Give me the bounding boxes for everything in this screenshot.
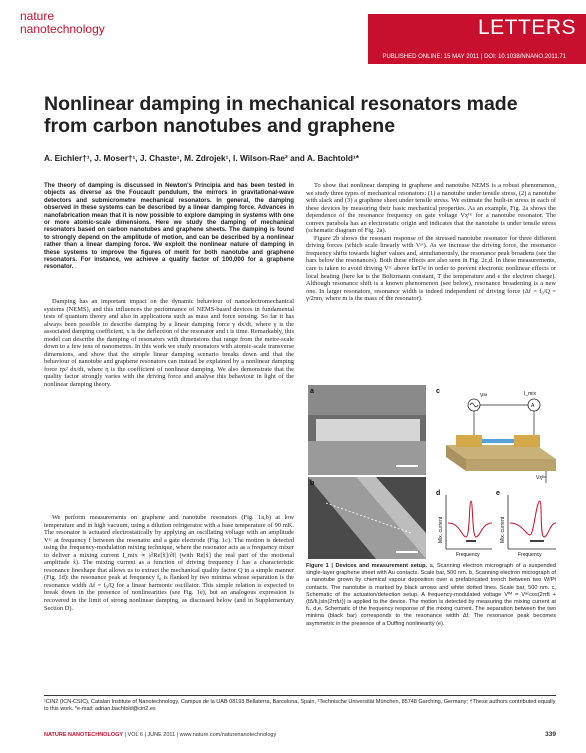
footer-details: | VOL 6 | JUNE 2011 | www.nature.com/naturenanotechnology xyxy=(123,732,277,738)
body-left-1 xyxy=(44,298,294,389)
d-ylabel: Mix. current xyxy=(438,516,444,543)
panel-e-plot xyxy=(496,490,556,558)
doi-link[interactable]: DOI: 10.1038/NNANO.2011.71 xyxy=(484,54,566,60)
panel-label-c: c xyxy=(436,388,440,395)
section-label: LETTERS xyxy=(477,16,576,39)
svg-text:A: A xyxy=(531,403,535,409)
paragraph: Damping has an important impact on the dynamic behaviour of nanoelectromechanical systems (NEMS), and this influences the performance of NEMS-based devices in fundamental tests of quantum theory and also in applications such as mass and force sensing. So far it has always been possible to describe damping by a linear damping force γ dx/dt, where γ is the associated damping coefficient, x is the deflection of the resonator and t is time. Remarkably, this model can describe the damping of resonators with dimensions that range from the metre-scale down to a few tens of nanometres. In this work we study resonators with atomic-scale transverse dimensions, and show that the simple linear damping scenario breaks down and that the behaviour of nanotube and graphene resonators can instead be explained by a nonlinear damping force ηx² dx/dt, where η is the coefficient of nonlinear damping. We also demonstrate that the quality factor strongly varies with the driving force and analyse this behaviour in light of the nonlinear damping theory. xyxy=(44,298,294,389)
panel-label-b: b xyxy=(310,480,315,487)
page-footer xyxy=(44,732,556,738)
author-list: A. Eichler†¹, J. Moser†¹, J. Chaste¹, M. Zdrojek¹, I. Wilson-Rae² and A. Bachtold¹* xyxy=(44,153,359,163)
panel-b-micrograph xyxy=(308,477,426,559)
vfm-label: Vᶠᴹ xyxy=(480,393,488,399)
vdc-label: Vᶍᴰᶜ xyxy=(536,475,546,481)
caption-text: a, Scanning electron micrograph of a suspended single-layer graphene sheet with Au contacts. Scale bar, 500 nm. b, Scanning electron micrograph of a nanotube grown by chemical vapour deposition over a prefabricated trench between two W/Pt contacts. The nanotube is marked by black arrows and white dotted lines. Scale bar, 500 nm. c, Schematic of the actuation/detection setup. A frequency-modulated voltage Vᶠᴹ = Vᵃᶜcos(2πft + (fΔ/fʟ)sin(2πfʟt)) is applied to the device. The motion is detected by measuring the mixing current at fʟ. d,e, Schematic of the frequency response of the mixing current. The separation between the two minima (black bar) corresponds to the resonance width Δf. The resonance peak becomes asymmetric in the presence of a Duffing nonlinearity (e). xyxy=(306,563,556,627)
journal-logo-line1: nature xyxy=(20,9,55,23)
journal-logo-line2: nanotechnology xyxy=(20,22,105,36)
body-right xyxy=(306,182,556,303)
panel-c-schematic xyxy=(436,388,556,483)
panel-d-plot xyxy=(436,490,492,558)
panel-label-d: d xyxy=(436,490,441,497)
affiliations: ¹CIN2 (ICN-CSIC), Catalan Institute of Nanotechnology, Campus de la UAB 08193 Bellaterra, Barcelona, Spain, ²Technische Universität München, 85748 Garching, Germany; †These authors contributed equally to this work. *e-mail: adrian.bachtold@cin2.es xyxy=(44,699,556,712)
figure-1 xyxy=(296,383,562,561)
panel-label-e: e xyxy=(496,490,500,497)
figure-caption xyxy=(306,563,556,628)
panel-a-micrograph xyxy=(308,385,426,475)
article-title: Nonlinear damping in mechanical resonators made from carbon nanotubes and graphene xyxy=(44,93,518,137)
paragraph: Figure 2b shows the resonant response of the stressed nanotube resonator for three different driving forces (which scale linearly with Vᵃᶜ). As we increase the driving force, the resonance frequency shifts towards higher values and, simultaneously, the resonance peak broadens (see the bars below the resonances). Both these effects are also seen in Fig. 2c,d. In these measurements, care is taken to avoid driving Vᵃᶜ above kʙT/e in order to prevent electronic nonlinear effects or local heating (here kʙ is the Boltzmann constant, T the temperature and e the electron charge). Although resonance shift is a known phenomenon (see below), resonance broadening is a new one. In larger resonators, resonance width is indeed independent of driving force (Δf = f₀/Q = γ/2πm, where m is the mass of the resonator). xyxy=(306,234,556,303)
body-left-2 xyxy=(44,514,294,612)
panel-label-a: a xyxy=(310,388,314,395)
paragraph: We perform measurements on graphene and nanotube resonators (Fig. 1a,b) at low temperature and in high vacuum, using a dilution refrigerator with a base temperature of 90 mK. The resonator is actuated electrostatically by applying an oscillating voltage with an amplitude Vᵃᶜ at frequency f between the resonator and a gate electrode (Fig. 1c). The motion is detected using the frequency-modulation mixing technique, where the resonator acts as a frequency mixer to deliver a mixing current I_mix ∝ |∂Re[x̃]/∂f| (with Re[x̃] the real part of the motional amplitude x̃). The mixing current as a function of driving frequency f has a characteristic resonance lineshape that allows us to extract the mechanical quality factor Q in a simple manner (Fig. 1d): the resonance peak at frequency f₀ is flanked by two minima whose separation is the resonance width Δf = f₀/Q for a linear harmonic oscillator. This simple relation is expected to break down in the presence of nonlinearities (see Fig. 1e), but an analogous expression is recovered in the limit of strong nonlinear damping, as discussed below (and in Supplementary Section D). xyxy=(44,514,294,612)
paragraph: To show that nonlinear damping in graphene and nanotube NEMS is a robust phenomenon, we study three types of mechanical resonators: (1) a nanotube under tensile stress, (2) a nanotube with slack and (3) a graphene sheet under tensile stress. We estimate the built-in stress in each of these devices by measuring their basic mechanical properties. As an example, Fig. 2a shows the dependence of the resonance frequency on gate voltage Vᶍᴰᶜ for a nanotube resonator. The convex parabola has an electrostatic origin and indicates that the nanotube is under tensile stress (schematic diagram of Fig. 2a). xyxy=(306,182,556,235)
footnote-divider xyxy=(44,695,556,696)
page-number: 339 xyxy=(545,731,556,738)
journal-logo xyxy=(20,10,105,36)
abstract: The theory of damping is discussed in Newton's Principia and has been tested in objects as diverse as the Foucault pendulum, the mirrors in gravitational-wave detectors and submicrometre mechanical resonators. In general, the damping observed in these systems can be described by a linear damping force. Advances in nanofabrication mean that it is now possible to explore damping in systems with one or more atomic-scale dimensions. Here we study the damping of mechanical resonators based on carbon nanotubes and graphene sheets. The damping is found to strongly depend on the amplitude of motion, and can be described by a nonlinear rather than a linear damping force. We exploit the nonlinear nature of damping in these systems to improve the figures of merit for both nanotube and graphene resonators. For instance, we achieve a quality factor of 100,000 for a graphene resonator. xyxy=(44,182,294,271)
published-date: PUBLISHED ONLINE: 15 MAY 2011 xyxy=(382,54,480,60)
imix-label: I_mix xyxy=(524,391,536,397)
e-ylabel: Mix. current xyxy=(500,516,506,543)
d-xlabel: Frequency xyxy=(456,552,480,558)
e-xlabel: Frequency xyxy=(518,552,542,558)
footer-journal: NATURE NANOTECHNOLOGY xyxy=(44,732,124,738)
publication-line: PUBLISHED ONLINE: 15 MAY 2011 | DOI: 10.1038/NNANO.2011.71 xyxy=(382,54,566,60)
caption-lead: Figure 1 | Devices and measurement setup. xyxy=(306,563,428,569)
